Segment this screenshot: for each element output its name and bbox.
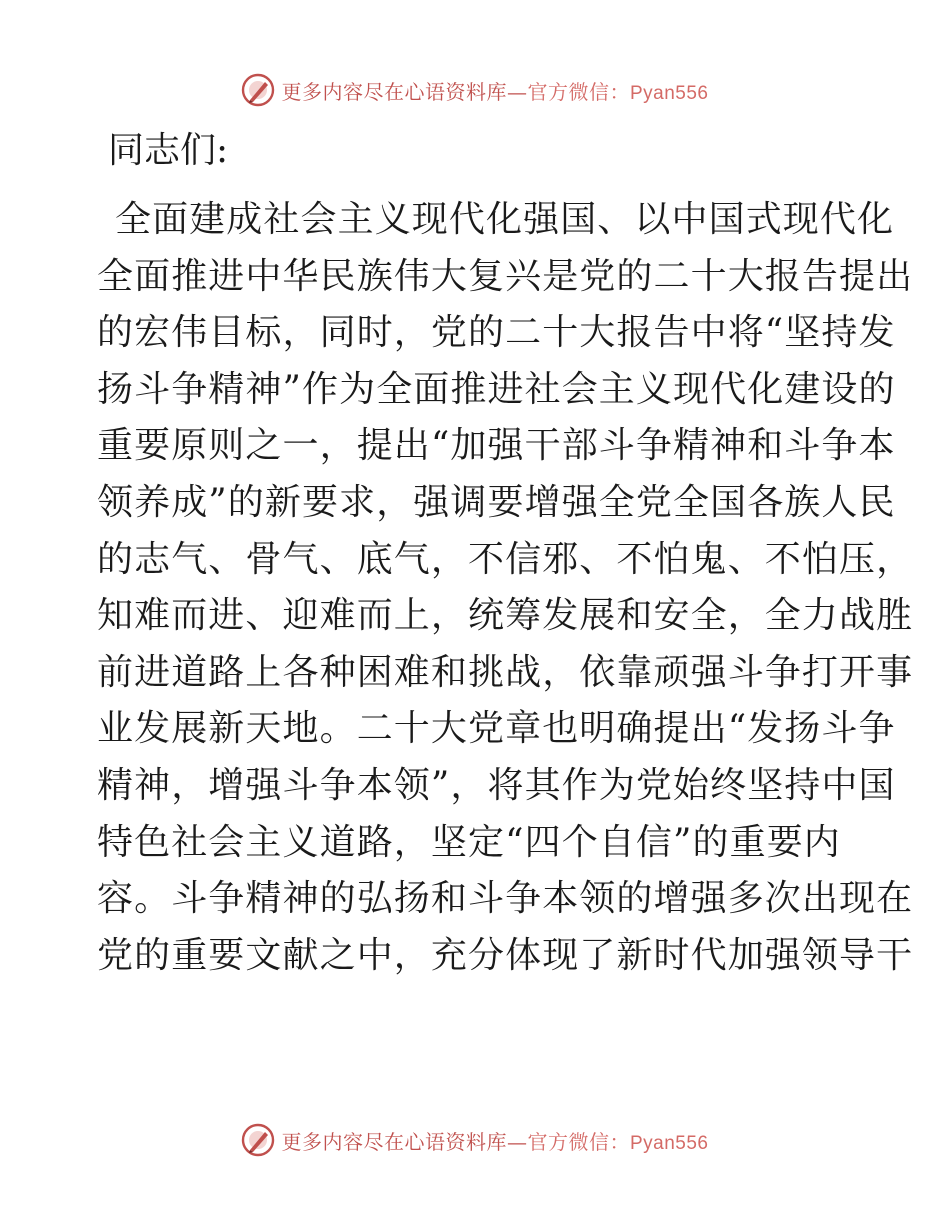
text-line: 业发展新天地。二十大党章也明确提出“发扬斗争 [97, 708, 896, 750]
text-line: 容。斗争精神的弘扬和斗争本领的增强多次出现在 [97, 878, 914, 920]
text-line: 的志气、骨气、底气，不信邪、不怕鬼、不怕压， [97, 538, 914, 580]
text-line: 特色社会主义道路，坚定“四个自信”的重要内 [97, 821, 841, 863]
text-line: 领养成”的新要求，强调要增强全党全国各族人民 [97, 481, 896, 523]
watermark-text [281, 76, 708, 105]
text-line: 重要原则之一，提出“加强干部斗争精神和斗争本 [97, 425, 896, 467]
text-line: 知难而进、迎难而上，统筹发展和安全，全力战胜 [97, 595, 914, 637]
watermark-id: Pyan556 [629, 1132, 709, 1154]
text-line: 党的重要文献之中，充分体现了新时代加强领导干 [97, 934, 914, 976]
body-paragraph [97, 192, 914, 984]
watermark-id: Pyan556 [629, 82, 709, 104]
pen-logo-icon [241, 73, 275, 107]
watermark-label: 官方微信： [527, 79, 630, 104]
text-line: 扬斗争精神”作为全面推进社会主义现代化建设的 [97, 368, 896, 410]
watermark-text [281, 1126, 708, 1155]
text-line: 精神，增强斗争本领”，将其作为党始终坚持中国 [97, 764, 896, 806]
header-watermark [0, 70, 950, 110]
text-line: 的宏伟目标，同时，党的二十大报告中将“坚持发 [97, 312, 896, 354]
text-line: 全面推进中华民族伟大复兴是党的二十大报告提出 [97, 255, 914, 297]
watermark-label: 官方微信： [527, 1129, 630, 1154]
text-line: 前进道路上各种困难和挑战，依靠顽强斗争打开事 [97, 651, 914, 693]
text-line: 全面建成社会主义现代化强国、以中国式现代化 [115, 199, 895, 240]
footer-watermark [0, 1120, 950, 1160]
watermark-site: 更多内容尽在心语资料库 [281, 1129, 507, 1154]
watermark-site: 更多内容尽在心语资料库 [281, 79, 507, 104]
pen-logo-icon [241, 1123, 275, 1157]
watermark-separator: — [506, 1129, 528, 1154]
greeting: 同志们: [108, 130, 229, 171]
watermark-separator: — [506, 79, 528, 104]
